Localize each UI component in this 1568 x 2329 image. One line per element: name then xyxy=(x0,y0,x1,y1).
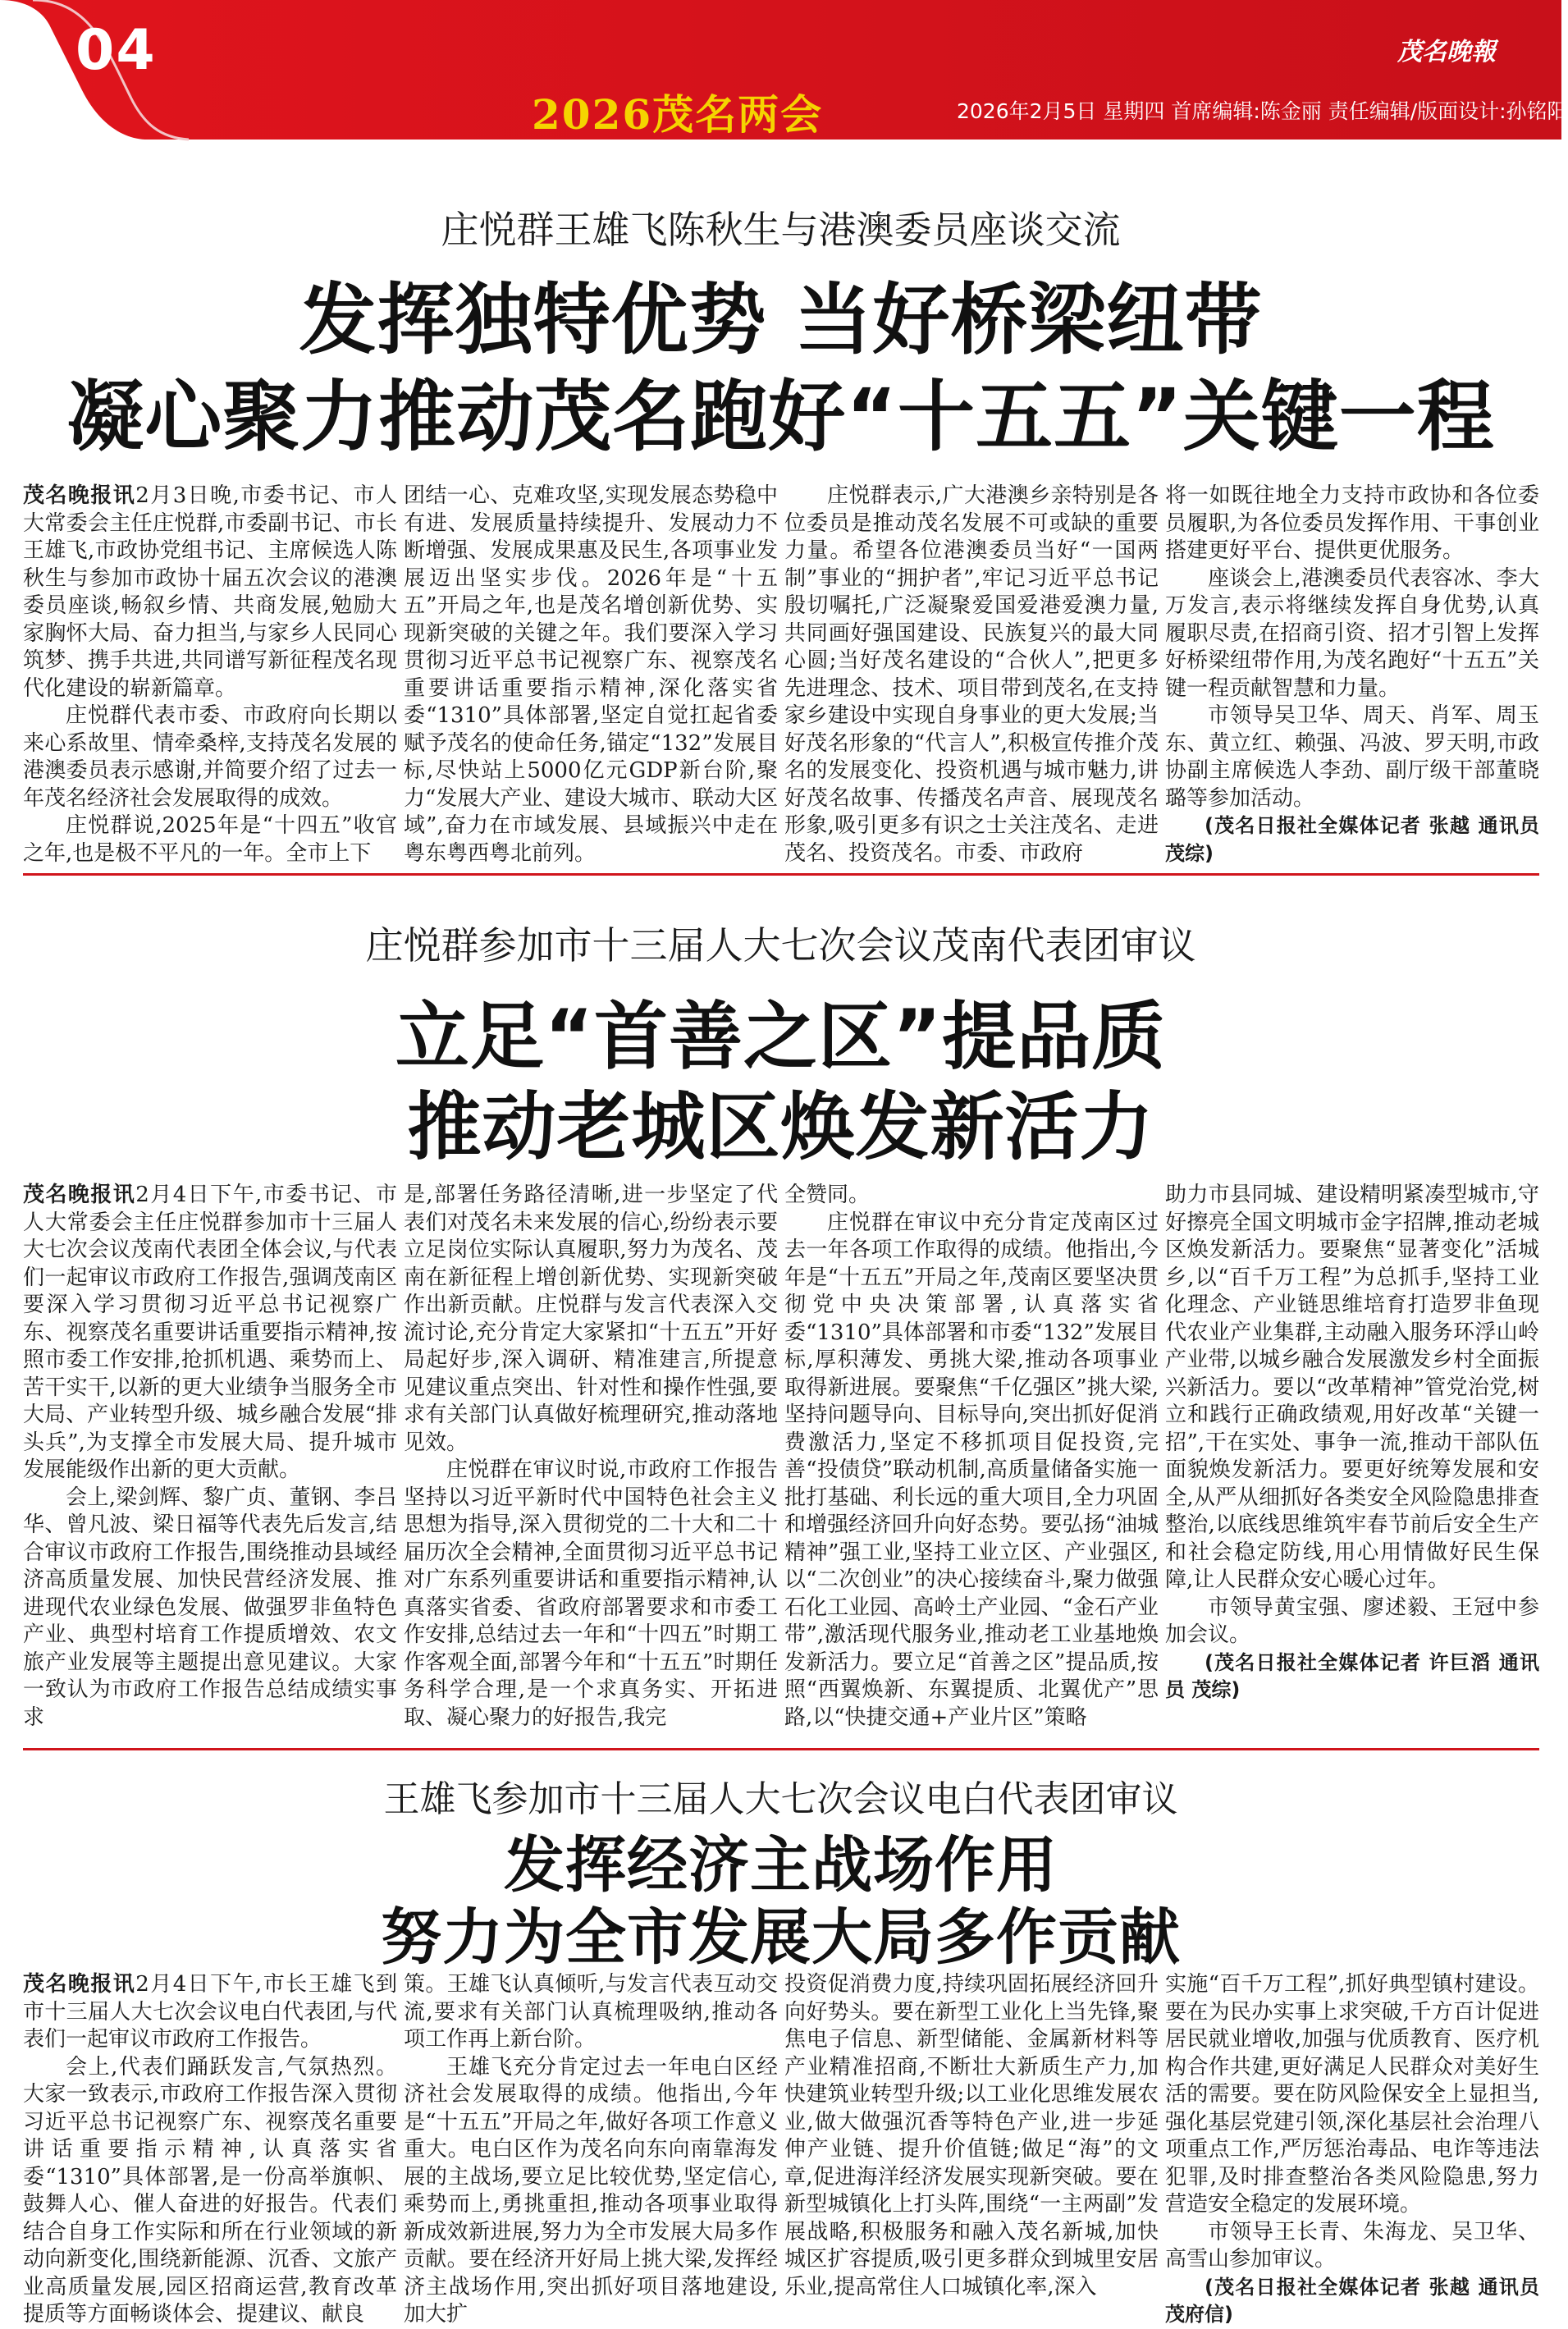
article-3-paragraph: 会上,代表们踊跃发言,气氛热烈。大家一致表示,市政府工作报告深入贯彻习近平总书记视察广东、视察茂名重要讲话重要指示精神,认真落实省委“1310”具体部署,是一份高举旗帜、鼓舞人心、催人奋进的好报告。代表们结合自身工作实际和所在行业领域的新动向新变化,围绕新能源、沉香、文旅产业高质量发展,园区招商运营,教育改革提质等方面畅谈体会、提建议、献良 xyxy=(23,2054,397,2327)
article-1-column-3 xyxy=(784,483,1159,866)
section-title: 2026茂名两会 xyxy=(532,90,824,139)
article-3-paragraph: 策。王雄飞认真倾听,与发言代表互动交流,要求有关部门认真梳理吸纳,推动各项工作再上新台阶。 xyxy=(404,1972,778,2052)
article-3-paragraph: 实施“百千万工程”,抓好典型镇村建设。要在为民办实事上求突破,千方百计促进居民就业增收,加强与优质教育、医疗机构合作共建,更好满足人民群众对美好生活的需要。要在防风险保安全上显担当,强化基层党建引领,深化基层社会治理八项重点工作,严厉惩治毒品、电诈等违法犯罪,及时排查整治各类风险隐患,努力营造安全稳定的发展环境。 xyxy=(1165,1972,1539,2217)
article-1-column-4 xyxy=(1165,483,1539,865)
article-1-headline-line2: 凝心聚力推动茂名跑好“十五五”关键一程 xyxy=(66,373,1495,462)
article-1-credit: (茂名日报社全媒体记者 张越 通讯员 茂综) xyxy=(1165,814,1539,865)
article-2-column-3 xyxy=(784,1182,1159,1730)
article-1-body xyxy=(23,483,1539,866)
article-3-paragraph: 投资促消费力度,持续巩固拓展经济回升向好势头。要在新型工业化上当先锋,聚焦电子信息、新型储能、金属新材料等产业精准招商,不断壮大新质生产力,加快建筑业转型升级;以工业化思维发展农业,做大做强沉香等特色产业,进一步延伸产业链、提升价值链;做足“海”的文章,促进海洋经济发展实现新突破。要在新型城镇化上打头阵,围绕“一主两副”发展战略,积极服务和融入茂名新城,加快城区扩容提质,吸引更多群众到城里安居乐业,提高常住人口城镇化率,深入 xyxy=(784,1972,1159,2299)
paper-name-logo: 茂名晚報 xyxy=(1397,38,1496,66)
article-divider xyxy=(23,1748,1539,1750)
article-1-column-1 xyxy=(23,483,397,866)
masthead xyxy=(0,0,1568,144)
article-1-paragraph: 将一如既往地全力支持市政协和各位委员履职,为各位委员发挥作用、干事创业搭建更好平台、提供更优服务。 xyxy=(1165,483,1539,563)
article-divider xyxy=(23,873,1539,876)
article-2-body xyxy=(23,1182,1539,1730)
article-1-kicker: 庄悦群王雄飞陈秋生与港澳委员座谈交流 xyxy=(441,208,1121,252)
article-2-headline-line1: 立足“首善之区”提品质 xyxy=(395,994,1167,1080)
article-3-paragraph: 市领导王长青、朱海龙、吴卫华、高雪山参加审议。 xyxy=(1165,2219,1539,2272)
article-2-paragraph: 是,部署任务路径清晰,进一步坚定了代表们对茂名未来发展的信心,纷纷表示要立足岗位实际认真履职,努力为茂名、茂南在新征程上增创新优势、实现新突破作出新贡献。庄悦群与发言代表深入交流讨论,充分肯定大家紧扣“十五五”开好局起好步,深入调研、精准建言,所提意见建议重点突出、针对性和操作性强,要求有关部门认真做好梳理研究,推动落地见效。 xyxy=(404,1183,778,1455)
article-1-byline: 茂名晚报讯 xyxy=(23,483,136,508)
article-3-credit: (茂名日报社全媒体记者 张越 通讯员 茂府信) xyxy=(1165,2275,1539,2326)
article-2-column-4 xyxy=(1165,1182,1539,1727)
article-2-paragraph: 市领导黄宝强、廖述毅、王冠中参加会议。 xyxy=(1165,1595,1539,1647)
article-3-headline-line1: 发挥经济主战场作用 xyxy=(504,1830,1058,1901)
article-1-paragraph: 庄悦群表示,广大港澳乡亲特别是各位委员是推动茂名发展不可或缺的重要力量。希望各位港澳委员当好“一国两制”事业的“拥护者”,牢记习近平总书记殷切嘱托,广泛凝聚爱国爱港爱澳力量,共同画好强国建设、民族复兴的最大同心圆;当好茂名建设的“合伙人”,把更多先进理念、技术、项目带到茂名,在支持家乡建设中实现自身事业的更大发展;当好茂名形象的“代言人”,积极宣传推介茂名的发展变化、投资机遇与城市魅力,讲好茂名故事、传播茂名声音、展现茂名形象,吸引更多有识之士关注茂名、走进茂名、投资茂名。市委、市政府 xyxy=(784,483,1159,866)
article-2-headline-line2: 推动老城区焕发新活力 xyxy=(407,1084,1154,1170)
article-3-body xyxy=(23,1971,1539,2327)
article-2-kicker: 庄悦群参加市十三届人大七次会议茂南代表团审议 xyxy=(365,923,1196,968)
article-3-paragraph: 2月4日下午,市长王雄飞到市十三届人大七次会议电白代表团,与代表们一起审议市政府工作报告。 xyxy=(23,1972,397,2052)
article-2-paragraph: 助力市县同城、建设精明紧凑型城市,守好擦亮全国文明城市金字招牌,推动老城区焕发新活力。要聚焦“显著变化”活城乡,以“百千万工程”为总抓手,坚持工业化理念、产业链思维培育打造罗非鱼现代农业产业集群,主动融入服务环浮山岭产业带,以城乡融合发展激发乡村全面振兴新活力。要以“改革精神”管党治党,树立和践行正确政绩观,用好改革“关键一招”,干在实处、事争一流,推动干部队伍面貌焕发新活力。要更好统筹发展和安全,从严从细抓好各类安全风险隐患排查整治,以底线思维筑牢春节前后安全生产和社会稳定防线,用心用情做好民生保障,让人民群众安心暖心过年。 xyxy=(1165,1183,1539,1592)
article-3-column-1 xyxy=(23,1971,397,2327)
article-2-column-1 xyxy=(23,1182,397,1730)
article-2-paragraph: 2月4日下午,市委书记、市人大常委会主任庄悦群参加市十三届人大七次会议茂南代表团全体会议,与代表们一起审议市政府工作报告,强调茂南区要深入学习贯彻习近平总书记视察广东、视察茂名重要讲话重要指示精神,按照市委工作安排,抢抓机遇、乘势而上、苦干实干,以新的更大业绩争当服务全市大局、产业转型升级、城乡融合发展“排头兵”,为支撑全市发展大局、提升城市发展能级作出新的更大贡献。 xyxy=(23,1183,397,1482)
article-3-kicker: 王雄飞参加市十三届人大七次会议电白代表团审议 xyxy=(383,1778,1178,1820)
edition-info: 2026年2月5日 星期四 首席编辑:陈金丽 责任编辑/版面设计:孙铭阳 xyxy=(957,99,1568,123)
article-2-paragraph: 庄悦群在审议中充分肯定茂南区过去一年各项工作取得的成绩。他指出,今年是“十五五”开局之年,茂南区要坚决贯彻党中央决策部署,认真落实省委“1310”具体部署和市委“132”发展目标,厚积薄发、勇挑大梁,推动各项事业取得新进展。要聚焦“千亿强区”挑大梁,坚持问题导向、目标导向,突出抓好促消费激活力,坚定不移抓项目促投资,完善“投债贷”联动机制,高质量储备实施一批打基础、利长远的重大项目,全力巩固和增强经济回升向好态势。要弘扬“油城精神”强工业,坚持工业立区、产业强区,以“二次创业”的决心接续奋斗,聚力做强石化工业园、高岭土产业园、“金石产业带”,激活现代服务业,推动老工业基地焕发新活力。要立足“首善之区”提品质,按照“西翼焕新、东翼提质、北翼优产”思路,以“快捷交通+产业片区”策略 xyxy=(784,1210,1159,1730)
article-2-paragraph: 全赞同。 xyxy=(784,1183,871,1207)
article-2-paragraph: 庄悦群在审议时说,市政府工作报告坚持以习近平新时代中国特色社会主义思想为指导,深入贯彻党的二十大和二十届历次全会精神,全面贯彻习近平总书记对广东系列重要讲话和重要指示精神,认真落实省委、省政府部署要求和市委工作安排,总结过去一年和“十四五”时期工作客观全面,部署今年和“十五五”时期任务科学合理,是一个求真务实、开拓进取、凝心聚力的好报告,我完 xyxy=(404,1457,778,1730)
article-1-paragraph: 市领导吴卫华、周天、肖军、周玉东、黄立红、赖强、冯波、罗天明,市政协副主席候选人李劲、副厅级干部董晓璐等参加活动。 xyxy=(1165,703,1539,811)
article-1-paragraph: 座谈会上,港澳委员代表容冰、李大万发言,表示将继续发挥自身优势,认真履职尽责,在招商引资、招才引智上发挥好桥梁纽带作用,为茂名跑好“十五五”关键一程贡献智慧和力量。 xyxy=(1165,565,1539,701)
article-1-paragraph: 团结一心、克难攻坚,实现发展态势稳中有进、发展质量持续提升、发展动力不断增强、发展成果惠及民生,各项事业发展迈出坚实步伐。2026年是“十五五”开局之年,也是茂名增创新优势、实现新突破的关键之年。我们要深入学习贯彻习近平总书记视察广东、视察茂名重要讲话重要指示精神,深化落实省委“1310”具体部署,坚定自觉扛起省委赋予茂名的使命任务,锚定“132”发展目标,尽快站上5000亿元GDP新台阶,聚力“发展大产业、建设大城市、联动大区域”,奋力在市域发展、县域振兴中走在粤东粤西粤北前列。 xyxy=(404,483,778,866)
article-2-credit: (茂名日报社全媒体记者 许巨滔 通讯员 茂综) xyxy=(1165,1650,1539,1701)
article-1-headline-line1: 发挥独特优势 当好桥梁纽带 xyxy=(299,276,1263,365)
article-3-column-4 xyxy=(1165,1971,1539,2326)
article-2-paragraph: 会上,梁剑辉、黎广贞、董钢、李吕华、曾凡波、梁日福等代表先后发言,结合审议市政府工作报告,围绕推动县域经济高质量发展、加快民营经济发展、推进现代农业绿色发展、做强罗非鱼特色产业、典型村培育工作提质增效、农文旅产业发展等主题提出意见建议。大家一致认为市政府工作报告总结成绩实事求 xyxy=(23,1485,397,1730)
article-3-column-2 xyxy=(404,1971,778,2327)
article-3-headline-line2: 努力为全市发展大局多作贡献 xyxy=(381,1902,1181,1973)
page-number: 04 xyxy=(75,18,157,83)
article-1-column-2 xyxy=(404,483,778,866)
article-3-column-3 xyxy=(784,1971,1159,2308)
article-2-byline: 茂名晚报讯 xyxy=(23,1183,136,1207)
article-2-column-2 xyxy=(404,1182,778,1730)
article-3-byline: 茂名晚报讯 xyxy=(23,1972,136,1997)
article-1-paragraph: 2月3日晚,市委书记、市人大常委会主任庄悦群,市委副书记、市长王雄飞,市政协党组书记、主席候选人陈秋生与参加市政协十届五次会议的港澳委员座谈,畅叙乡情、共商发展,勉励大家胸怀大局、奋力担当,与家乡人民同心筑梦、携手共进,共同谱写新征程茂名现代化建设的崭新篇章。 xyxy=(23,483,397,701)
article-1-paragraph: 庄悦群说,2025年是“十四五”收官之年,也是极不平凡的一年。全市上下 xyxy=(23,813,397,866)
article-3-paragraph: 王雄飞充分肯定过去一年电白区经济社会发展取得的成绩。他指出,今年是“十五五”开局之年,做好各项工作意义重大。电白区作为茂名向东向南靠海发展的主战场,要立足比较优势,坚定信心,乘势而上,勇挑重担,推动各项事业取得新成效新进展,努力为全市发展大局多作贡献。要在经济开好局上挑大梁,发挥经济主战场作用,突出抓好项目落地建设,加大扩 xyxy=(404,2054,778,2327)
article-1-paragraph: 庄悦群代表市委、市政府向长期以来心系故里、情牵桑梓,支持茂名发展的港澳委员表示感谢,并简要介绍了过去一年茂名经济社会发展取得的成效。 xyxy=(23,703,397,811)
